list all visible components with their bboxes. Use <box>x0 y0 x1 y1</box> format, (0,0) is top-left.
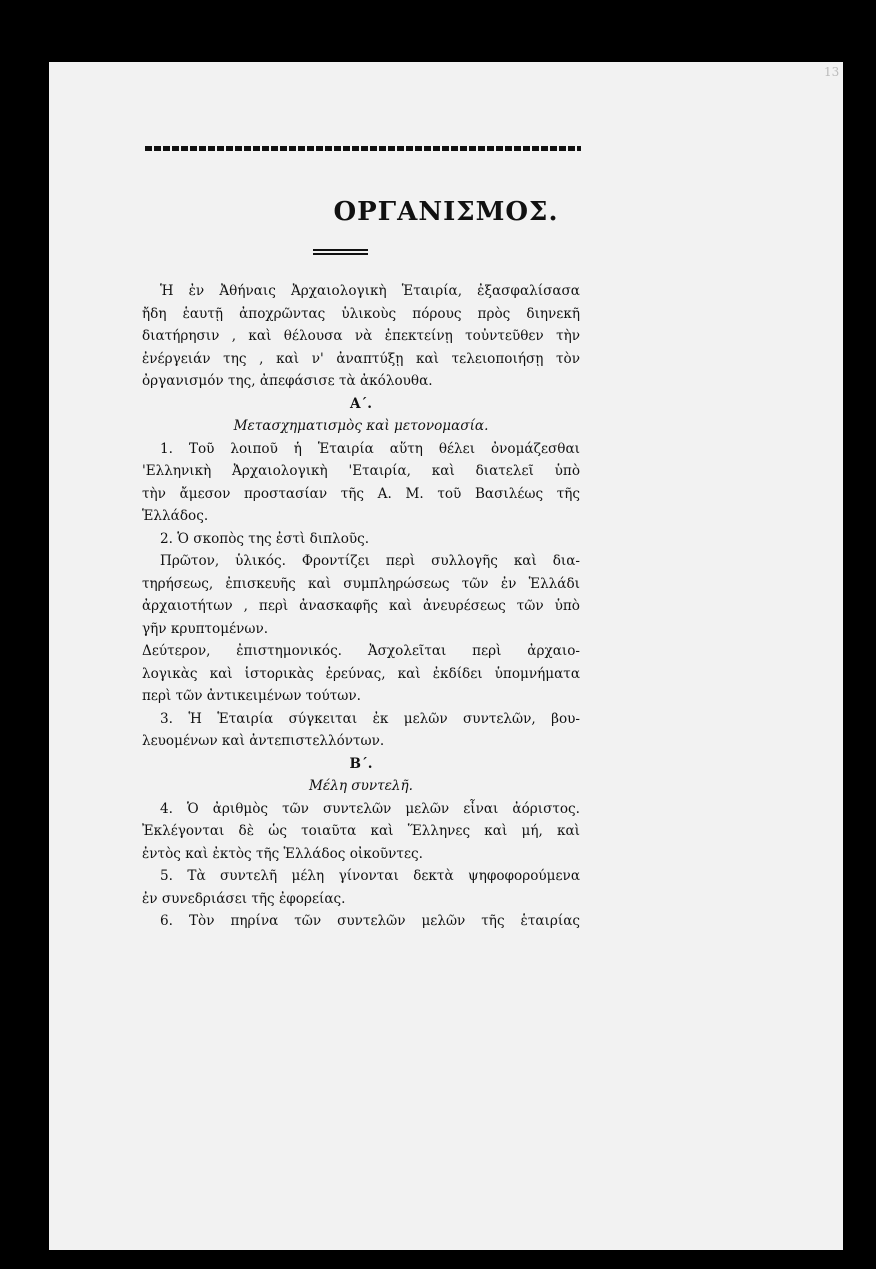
text-line: ὀργανισμόν της, ἀπεφάσισε τὰ ἀκόλουθα. <box>142 373 433 389</box>
article-line: τηρήσεως, ἐπισκευῆς καὶ συμπληρώσεως τῶν ἐν Ἑλλάδι <box>142 575 580 592</box>
article-line: λογικὰς καὶ ἱστορικὰς ἐρεύνας, καὶ ἐκδίδει ὑπομνήματα <box>142 665 580 682</box>
article-line: 1. Τοῦ λοιποῦ ἡ Ἑταιρία αὕτη θέλει ὀνομάζεσθαι <box>160 440 580 457</box>
intro-paragraph <box>142 280 580 933</box>
page-number: 13 <box>824 65 840 79</box>
article-line: Δεύτερον, ἐπιστημονικός. Ἀσχολεῖται περὶ ἀρχαιο- <box>142 643 580 659</box>
article-line: περὶ τῶν ἀντικειμένων τούτων. <box>142 688 361 704</box>
title-underline <box>313 249 368 251</box>
article-line: Ἑλλάδος. <box>142 508 209 524</box>
ornamental-rule <box>145 146 581 151</box>
article-line: 'Ελληνικὴ Ἀρχαιολογικὴ 'Εταιρία, καὶ διατελεῖ ὑπὸ <box>142 463 580 479</box>
section-heading: Α΄. <box>349 395 373 412</box>
text-line: διατήρησιν , καὶ θέλουσα νὰ ἐπεκτείνῃ τοὐντεῦθεν τὴν <box>142 328 580 344</box>
article-line: ἐντὸς καὶ ἐκτὸς τῆς Ἑλλάδος οἰκοῦντες. <box>142 845 423 862</box>
page-title: ΟΡΓΑΝΙΣΜΟΣ. <box>333 197 559 227</box>
text-line: ἤδη ἑαυτῇ ἀποχρῶντας ὑλικοὺς πόρους πρὸς διηνεκῆ <box>142 305 580 322</box>
section-heading: Β΄. <box>349 755 373 772</box>
article-line: λευομένων καὶ ἀντεπιστελλόντων. <box>142 733 385 749</box>
article-line: Πρῶτον, ὑλικός. Φροντίζει περὶ συλλογῆς καὶ δια- <box>160 553 580 569</box>
article-line: 5. Τὰ συντελῆ μέλη γίνονται δεκτὰ ψηφοφορούμενα <box>160 868 580 884</box>
text-line: ἐνέργειάν της , καὶ ν' ἀναπτύξῃ καὶ τελειοποιήσῃ τὸν <box>142 350 580 367</box>
scan-border <box>14 14 860 1254</box>
section-subheading: Μέλη συντελῆ. <box>309 778 413 794</box>
article-line: 6. Τὸν πηρίνα τῶν συντελῶν μελῶν τῆς ἑταιρίας <box>160 913 580 929</box>
article-line: ἐν συνεδριάσει τῆς ἐφορείας. <box>142 890 346 907</box>
article-line: τὴν ἄμεσον προστασίαν τῆς Α. Μ. τοῦ Βασιλέως τῆς <box>142 485 580 502</box>
article-line: ἀρχαιοτήτων , περὶ ἀνασκαφῆς καὶ ἀνευρέσεως τῶν ὑπὸ <box>142 598 580 614</box>
article-line: Ἐκλέγονται δὲ ὡς τοιαῦτα καὶ Ἕλληνες καὶ μή, καὶ <box>142 823 580 839</box>
document-page <box>49 62 843 1250</box>
article-line: 4. Ὁ ἀριθμὸς τῶν συντελῶν μελῶν εἶναι ἀόριστος. <box>160 800 580 817</box>
text-line: Ἡ ἐν Ἀθήναις Ἀρχαιολογικὴ Ἑταιρία, ἐξασφαλίσασα <box>160 283 580 299</box>
article-line: 3. Ἡ Ἑταιρία σύγκειται ἐκ μελῶν συντελῶν, βου- <box>160 710 580 727</box>
title-underline-second <box>313 253 368 255</box>
section-subheading: Μετασχηματισμὸς καὶ μετονομασία. <box>233 418 489 434</box>
article-line: 2. Ὁ σκοπὸς της ἐστὶ διπλοῦς. <box>160 530 370 547</box>
article-line: γῆν κρυπτομένων. <box>142 620 269 637</box>
